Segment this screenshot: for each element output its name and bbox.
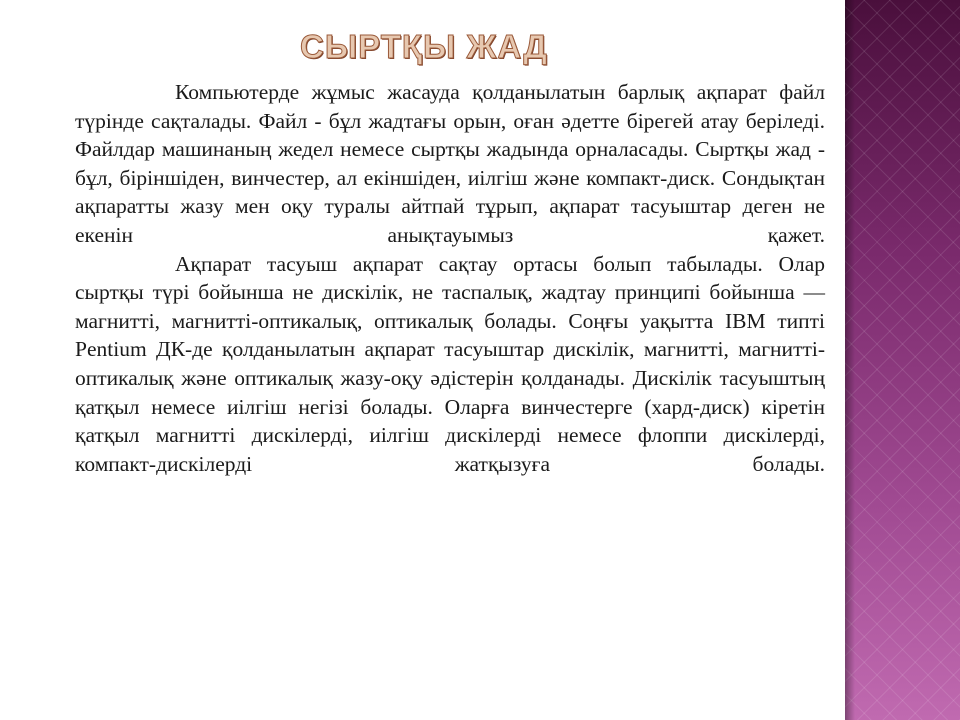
sidebar-shadow: [845, 0, 855, 720]
decorative-sidebar: [845, 0, 960, 720]
paragraph-2: Ақпарат тасуыш ақпарат сақтау ортасы болып табылады. Олар сыртқы түрі бойынша не дискілік, не таспалық, жадтау принципі бойынша — магнитті, магнитті-оптикалық, оптикалық болады. Соңғы уақытта IBM типті Pentium ДК-де қолданылатын ақпарат тасуыштар дискілік, магнитті, магнитті-оптикалық және оптикалық жазу-оқу әдістерін қолданады. Дискілік тасуыштың қатқыл немесе иілгіш негізі болады. Оларға винчестерге (хард-диск) кіретін қатқыл магнитті дискілерді, иілгіш дискілерді немесе флоппи дискілерді, компакт-дискілерді жатқызуға болады.: [75, 251, 825, 476]
slide-body: [75, 78, 825, 478]
paragraph-1: Компьютерде жұмыс жасауда қолданылатын барлық ақпарат файл түрінде сақталады. Файл - бұл жадтағы орын, оған әдетте бірегей атау беріледі. Файлдар машинаның жедел немесе сыртқы жадында орналасады. Сыртқы жад - бұл, біріншіден, винчестер, ал екіншіден, иілгіш және компакт-диск. Сондықтан ақпаратты жазу мен оқу туралы айтпай тұрып, ақпарат тасуыштар деген не екенін анықтауымыз қажет.: [75, 80, 825, 247]
slide-title: СЫРТҚЫ ЖАД: [300, 28, 548, 65]
